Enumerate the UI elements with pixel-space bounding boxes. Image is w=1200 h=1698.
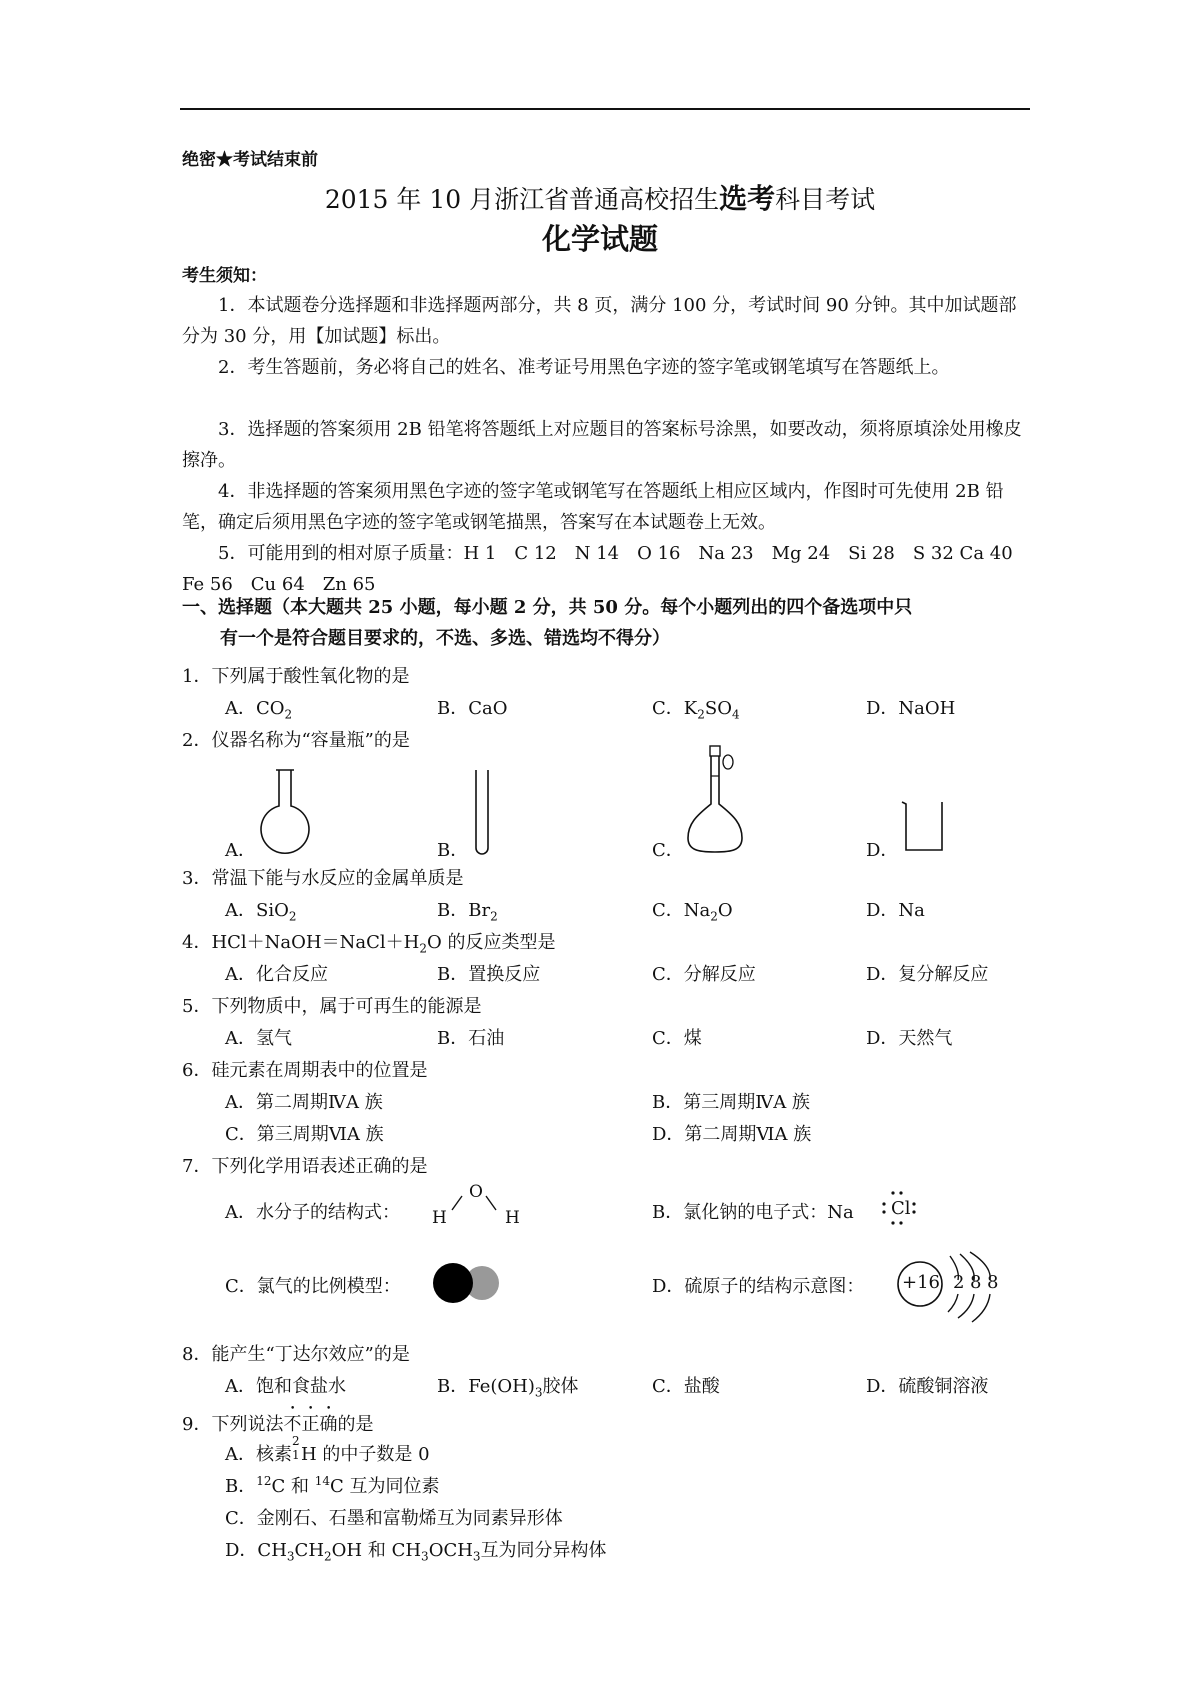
question-5: 5．下列物质中，属于可再生的能源是 [182,996,482,1017]
volumetric-flask-image [684,744,748,856]
section-heading-cont: 有一个是符合题目要求的，不选、多选、错选均不得分） [220,628,670,649]
q7-option-c: C．氯气的比例模型： [225,1276,401,1297]
q5-option-d: D．天然气 [866,1028,953,1049]
confidential-mark: 绝密★考试结束前 [182,150,318,170]
q6-option-a: A．第二周期ⅣA 族 [225,1092,383,1113]
shell-3-electrons: 8 [987,1272,999,1293]
question-1: 1．下列属于酸性氧化物的是 [182,666,410,687]
subject-title: 化学试题 [541,222,658,256]
q3-option-c: C．$Na_2O$ [652,900,733,924]
q4-option-d: D．复分解反应 [866,964,989,985]
q4-option-a: A．化合反应 [225,964,328,985]
exam-title [0,182,1200,216]
q2-option-b: B． [437,840,469,861]
shell-2-electrons: 8 [970,1272,982,1293]
water-h-left: H [432,1208,447,1228]
q8-option-d: D．硫酸铜溶液 [866,1376,989,1397]
title-part: 科目考试 [775,185,876,214]
q9-option-b: B．$^{12}$C 和 $^{14}$C 互为同位素 [225,1474,440,1497]
q4-option-b: B．置换反应 [437,964,541,985]
section-heading: 一、选择题（本大题共 25 小题，每小题 2 分，共 50 分。每个小题列出的四个备选项中只 [182,597,913,618]
q1-option-d: D．NaOH [866,698,956,719]
notice-item-4: 4．非选择题的答案须用黑色字迹的签字笔或钢笔写在答题纸上相应区域内，作图时可先使用 2B 铅笔，确定后须用黑色字迹的签字笔或钢笔描黑，答案写在本试题卷上无效。 [182,481,1004,533]
q2-option-d: D． [866,840,899,861]
q5-option-a: A．氢气 [225,1028,292,1049]
notice-item-3: 3．选择题的答案须用 2B 铅笔将答题纸上对应题目的答案标号涂黑，如要改动，须将原填涂处用橡皮擦净。 [182,419,1022,471]
top-rule [180,108,1030,110]
q6-option-d: D．第二周期ⅥA 族 [652,1124,812,1145]
q5-option-b: B．石油 [437,1028,505,1049]
q3-option-d: D．Na [866,900,925,921]
q2-option-c: C． [652,840,684,861]
q9-option-d: D．$CH_3CH_2OH$ 和 $CH_3OCH_3$互为同分异构体 [225,1540,607,1564]
beaker-image [900,798,948,854]
title-highlight: 选考 [719,182,776,215]
chlorine-symbol: Cl [891,1198,911,1219]
notice-item-1: 1．本试题卷分选择题和非选择题两部分，共 8 页，满分 100 分，考试时间 90 分钟。其中加试题部分为 30 分，用【加试题】标出。 [182,295,1017,347]
q6-option-b: B．第三周期ⅣA 族 [652,1092,810,1113]
question-9: 9．下列说法不正确的是 [182,1414,374,1435]
q4-option-c: C．分解反应 [652,964,756,985]
test-tube-image [470,768,494,858]
q6-option-c: C．第三周期ⅥA 族 [225,1124,384,1145]
nucleus-charge: +16 [902,1272,940,1293]
question-4: 4．$HCl+NaOH=NaCl+H_2O$ 的反应类型是 [182,932,556,956]
q8-option-c: C．盐酸 [652,1376,720,1397]
notice-item-2: 2．考生答题前，务必将自己的姓名、准考证号用黑色字迹的签字笔或钢笔填写在答题纸上。 [218,357,950,378]
q9-option-c: C．金刚石、石墨和富勒烯互为同素异形体 [225,1508,563,1529]
water-o: O [469,1182,483,1202]
notice-item-5: 5．可能用到的相对原子质量：H 1 C 12 N 14 O 16 Na 23 Mg 24 Si 28 S 32 Ca 40 Fe 56 Cu 64 Zn 65 [182,543,1031,595]
q2-option-a: A． [225,840,256,861]
q1-option-b: B．CaO [437,698,508,719]
q7-option-a: A．水分子的结构式： [225,1202,400,1223]
title-part: 2015 年 10 月浙江省普通高校招生 [324,185,720,214]
q3-option-a: A．SiO$_2$ [225,900,297,924]
q1-option-c: C．$K_2SO_4$ [652,698,740,722]
q3-option-b: B．$Br_2$ [437,900,498,924]
q8-option-a: A．饱和食盐水 [225,1376,346,1397]
q7-option-b: B．氯化钠的电子式：Na [652,1202,854,1223]
notice-heading: 考生须知： [182,266,267,286]
q5-option-c: C．煤 [652,1028,702,1049]
water-bonds [444,1192,506,1216]
question-2: 2．仪器名称为“容量瓶”的是 [182,730,410,751]
q9-option-a: A．核素 2 1 H 的中子数是 0 [225,1434,430,1465]
shell-1-electrons: 2 [953,1272,965,1293]
q7-option-d: D．硫原子的结构示意图： [652,1276,865,1297]
q1-option-a: A．$CO_2$ [225,698,293,722]
question-6: 6．硅元素在周期表中的位置是 [182,1060,428,1081]
q8-option-b: B．$Fe(OH)_3$胶体 [437,1376,579,1400]
chlorine-space-filling-model [430,1262,504,1304]
question-7: 7．下列化学用语表述正确的是 [182,1156,428,1177]
question-8: 8．能产生“丁达尔效应”的是 [182,1344,410,1365]
water-h-right: H [505,1208,520,1228]
round-bottom-flask-image [255,768,315,860]
question-3: 3．常温下能与水反应的金属单质是 [182,868,464,889]
